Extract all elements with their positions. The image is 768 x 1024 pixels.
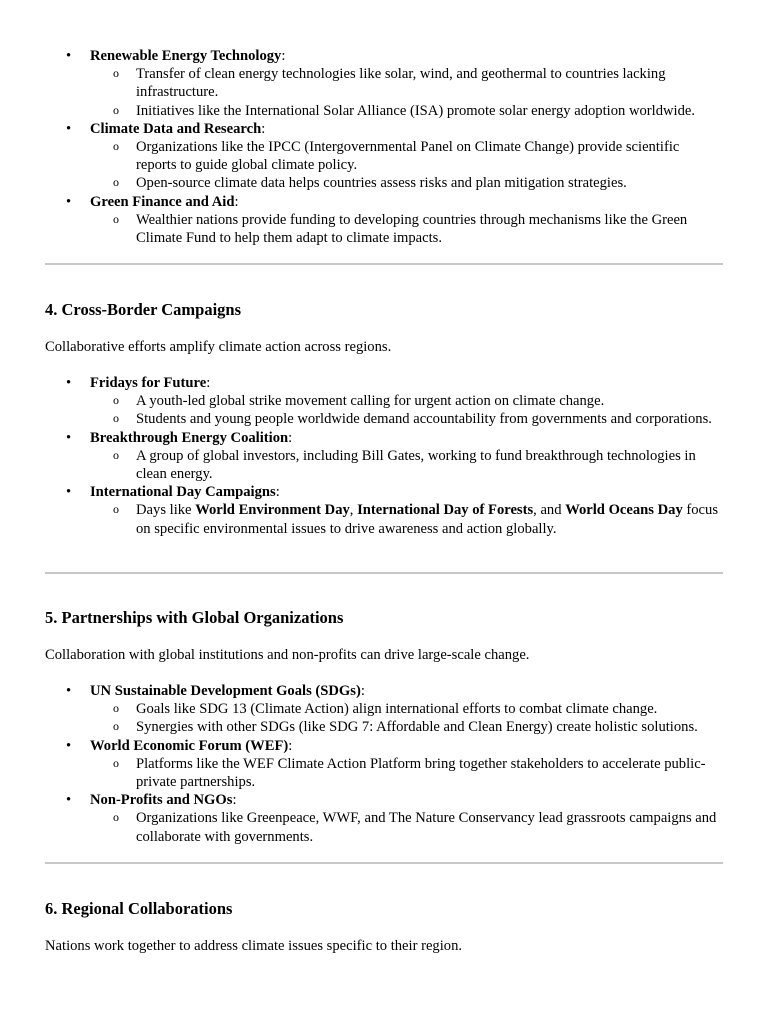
- section-intro: Collaboration with global institutions and non-profits can drive large-scale change.: [45, 647, 530, 663]
- section-divider: [45, 862, 723, 864]
- list-item: • Fridays for Future: o A youth-led global strike movement calling for urgent action on climate change. o Students and young people worldwide demand accountability from governments and corporations.: [0, 374, 768, 429]
- list-item: • Renewable Energy Technology: o Transfer of clean energy technologies like solar, wind, and geothermal to countries lacking infrastructure. o Initiatives like the International Solar Alliance (ISA) promote solar energy adoption worldwide.: [0, 47, 768, 120]
- sub-list: [90, 65, 768, 120]
- list-item: • Non-Profits and NGOs: o Organizations like Greenpeace, WWF, and The Nature Conservancy lead grassroots campaigns and collaborate with governments.: [0, 791, 768, 846]
- section4-list: [0, 374, 768, 538]
- item-title: Green Finance and Aid: [90, 193, 235, 210]
- sub-item: o Organizations like the IPCC (Intergovernmental Panel on Climate Change) provide scientific reports to guide global climate policy.: [0, 138, 768, 174]
- item-title: Climate Data and Research: [90, 120, 262, 137]
- section-heading: 6. Regional Collaborations: [45, 899, 233, 918]
- sub-item: o Open-source climate data helps countries assess risks and plan mitigation strategies.: [0, 174, 768, 192]
- section-divider: [45, 572, 723, 574]
- sub-list: [90, 501, 768, 537]
- sub-item: o Platforms like the WEF Climate Action Platform bring together stakeholders to accelerate public-private partnerships.: [0, 755, 768, 791]
- sub-item: o Wealthier nations provide funding to developing countries through mechanisms like the Green Climate Fund to help them adapt to climate impacts.: [0, 211, 768, 247]
- section-intro: Nations work together to address climate issues specific to their region.: [45, 938, 463, 954]
- sub-item: o A youth-led global strike movement calling for urgent action on climate change.: [0, 392, 768, 410]
- sub-item: o Transfer of clean energy technologies like solar, wind, and geothermal to countries lacking infrastructure.: [0, 65, 768, 101]
- item-title: International Day Campaigns: [90, 484, 276, 501]
- sub-list: [90, 700, 768, 736]
- item-title: Fridays for Future: [90, 375, 207, 391]
- sub-list: [90, 392, 768, 428]
- sub-list: [90, 809, 768, 845]
- sub-item: o Students and young people worldwide demand accountability from governments and corporations.: [0, 410, 768, 428]
- sub-item: o Days like World Environment Day, International Day of Forests, and World Oceans Day focus on specific environmental issues to drive awareness and action globally.: [0, 501, 768, 537]
- list-item: • UN Sustainable Development Goals (SDGs): o Goals like SDG 13 (Climate Action) align international efforts to combat climate change. o Synergies with other SDGs (like SDG 7: Affordable and Clean Energy) create holistic solutions.: [0, 682, 768, 737]
- sub-item: o Synergies with other SDGs (like SDG 7: Affordable and Clean Energy) create holistic solutions.: [0, 718, 768, 736]
- item-title: UN Sustainable Development Goals (SDGs): [90, 683, 361, 699]
- section5-list: [0, 682, 768, 846]
- section3-list: [0, 47, 768, 247]
- day-name: International Day of Forests: [357, 502, 534, 519]
- list-item: • World Economic Forum (WEF): o Platforms like the WEF Climate Action Platform bring together stakeholders to accelerate public-private partnerships.: [0, 737, 768, 792]
- sub-item: o Organizations like Greenpeace, WWF, and The Nature Conservancy lead grassroots campaigns and collaborate with governments.: [0, 809, 768, 845]
- sub-list: [90, 755, 768, 791]
- sub-item: o Goals like SDG 13 (Climate Action) align international efforts to combat climate change.: [0, 700, 768, 718]
- section-heading: 4. Cross-Border Campaigns: [45, 300, 242, 319]
- sub-item: o Initiatives like the International Solar Alliance (ISA) promote solar energy adoption worldwide.: [0, 102, 768, 120]
- item-title: Non-Profits and NGOs: [90, 792, 233, 809]
- list-item: • Climate Data and Research: o Organizations like the IPCC (Intergovernmental Panel on Climate Change) provide scientific reports to guide global climate policy. o Open-source climate data helps countries assess risks and plan mitigation strategies.: [0, 120, 768, 193]
- list-item: • Breakthrough Energy Coalition: o A group of global investors, including Bill Gates, working to fund breakthrough technologies in clean energy.: [0, 429, 768, 484]
- sub-item: o A group of global investors, including Bill Gates, working to fund breakthrough technologies in clean energy.: [0, 447, 768, 483]
- section-heading: 5. Partnerships with Global Organizations: [45, 608, 344, 627]
- item-title: Renewable Energy Technology: [90, 48, 282, 64]
- item-title: Breakthrough Energy Coalition: [90, 429, 289, 446]
- day-name: World Oceans Day: [565, 502, 683, 519]
- section-intro: Collaborative efforts amplify climate action across regions.: [45, 339, 392, 355]
- day-name: World Environment Day: [195, 502, 350, 519]
- item-title: World Economic Forum (WEF): [90, 737, 289, 754]
- list-item: • International Day Campaigns: o Days like World Environment Day, International Day of Forests, and World Oceans Day focus on specific environmental issues to drive awareness and action globally.: [0, 483, 768, 538]
- section-divider: [45, 263, 723, 265]
- sub-list: [90, 447, 768, 483]
- list-item: • Green Finance and Aid: o Wealthier nations provide funding to developing countries through mechanisms like the Green Climate Fund to help them adapt to climate impacts.: [0, 193, 768, 248]
- sub-list: [90, 211, 768, 247]
- sub-list: [90, 138, 768, 193]
